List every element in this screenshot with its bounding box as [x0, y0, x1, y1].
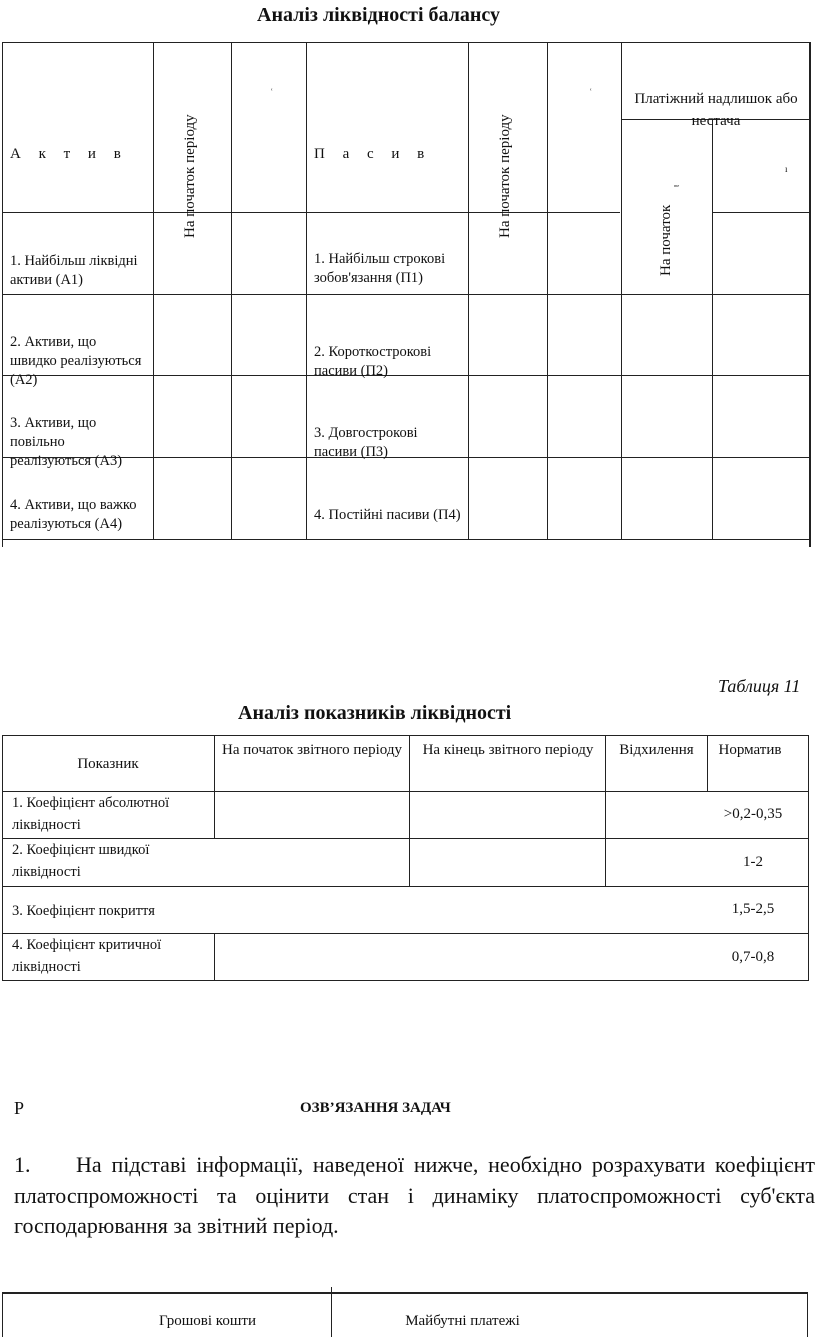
asset-row-1: 1. Найбільш ліквідні активи (А1) — [10, 253, 138, 288]
ratio-row-1-norm: >0,2-0,35 — [723, 806, 783, 822]
ratios-header-indicator: Показник — [77, 756, 139, 772]
table-label: Таблиця 11 — [718, 676, 801, 696]
ratios-header-norm: Норматив — [718, 742, 782, 758]
liability-row-1: 1. Найбільш строкові зобов'язання (П1) — [314, 251, 446, 286]
ratios-header-start: На початок звітного періоду — [222, 742, 402, 758]
surplus-start-mark: ᵐᵉ — [674, 183, 680, 191]
ratio-row-3-name: 3. Коефіцієнт покриття — [12, 903, 155, 919]
ratios-header-deviation: Відхилення — [619, 742, 694, 758]
asset-row-2: 2. Активи, що швидко реалізуються (А2) — [10, 334, 142, 388]
bottom-col-cash: Грошові кошти — [159, 1313, 256, 1329]
liability-row-4: 4. Постійні пасиви (П4) — [314, 507, 461, 523]
ratio-row-2-name: 2. Коефіцієнт швидкої ліквідності — [12, 842, 150, 880]
asset-row-3: 3. Активи, що повільно реалізуються (А3) — [10, 415, 123, 469]
asset-row-4: 4. Активи, що важко реалізуються (А4) — [10, 497, 137, 532]
task-1 — [14, 1150, 815, 1242]
ratio-row-4-norm: 0,7-0,8 — [731, 949, 775, 965]
end-period-mark-1: ʿ — [270, 88, 274, 99]
bottom-col-payments: Майбутні платежі — [405, 1313, 520, 1329]
ratio-row-3-norm: 1,5-2,5 — [731, 901, 775, 917]
section-title: ОЗВ’ЯЗАННЯ ЗАДАЧ — [300, 1100, 451, 1116]
ratio-row-2-norm: 1-2 — [743, 854, 763, 870]
ratios-header-end: На кінець звітного періоду — [422, 742, 594, 758]
surplus-start-header: На початок — [658, 204, 674, 276]
liability-row-3: 3. Довгострокові пасиви (П3) — [314, 425, 418, 460]
surplus-end-mark: ı — [785, 164, 788, 174]
balance-title: Аналіз ліквідності балансу — [257, 4, 501, 26]
task-number: 1. — [14, 1152, 31, 1177]
liability-header: П а с и в — [314, 146, 428, 162]
liability-row-2: 2. Короткострокові пасиви (П2) — [314, 344, 432, 379]
end-period-mark-2: ʿ — [589, 88, 593, 99]
ratio-row-4-name: 4. Коефіцієнт критичної ліквідності — [12, 937, 162, 975]
surplus-header: Платіжний надлишок або нестача — [634, 91, 798, 129]
ratio-row-1-name: 1. Коефіцієнт абсолютної ліквідності — [12, 795, 170, 833]
ratios-title: Аналіз показників ліквідності — [238, 702, 512, 724]
task-text: На підставі інформації, наведеної нижче, необхідно розрахувати коефіцієнт платоспроможності та оцінити стан і динаміку платоспроможності суб'єкта господарювання за звітний період. — [14, 1152, 815, 1238]
asset-header: А к т и в — [10, 146, 124, 162]
balance-start-period-header-2: На початок періоду — [497, 114, 513, 238]
section-letter: Р — [14, 1098, 25, 1118]
balance-start-period-header-1: На початок періоду — [182, 114, 198, 238]
